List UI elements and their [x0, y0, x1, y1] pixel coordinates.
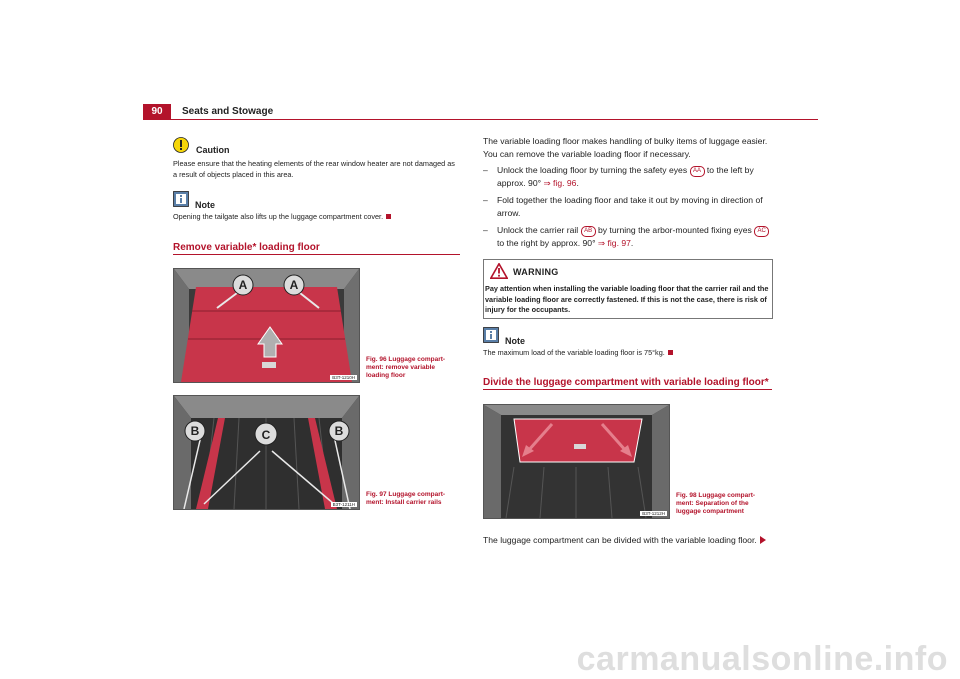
figure-98-caption-line1: Fig. 98 Luggage compart- [676, 492, 756, 499]
ref-b-prefix: A [584, 228, 589, 234]
ref-c-label: C [761, 228, 766, 234]
ref-a-badge [690, 166, 705, 177]
figure-96 [173, 268, 360, 383]
note2-text-line [483, 348, 771, 359]
figure-98-caption-line3: luggage compartment [676, 508, 744, 515]
intro-text: The variable loading floor makes handling of bulky items of luggage easier. You can remove the variable loading floor if necessary. [483, 136, 768, 159]
figure-98 [483, 404, 670, 519]
callout-b-right: B [334, 424, 344, 438]
figure-98-caption-line2: ment: Separation of the [676, 500, 749, 507]
step-1-dash: – [483, 165, 488, 175]
section1-rule [173, 254, 460, 255]
figure-97-illustration [174, 396, 359, 509]
warning-heading: WARNING [513, 267, 559, 277]
header-rule [143, 119, 818, 120]
figure-97-code: B3T-1211H [332, 502, 355, 507]
warning-text: Pay attention when installing the variable loading floor that the carrier rail and the variable loading floor are correctly fastened. If this is not the case, there is risk of injury for the occupants. [485, 284, 769, 314]
figure-97-caption-line1: Fig. 97 Luggage compart- [366, 491, 446, 498]
note1-text: Opening the tailgate also lifts up the luggage compartment cover. [173, 212, 384, 221]
step-2 [483, 194, 773, 220]
figure-98-code: B3T-1212H [642, 511, 665, 516]
figure-96-caption [366, 356, 461, 380]
figure-96-caption-line2: ment: remove variable [366, 364, 436, 371]
figure-96-caption-line1: Fig. 96 Luggage compart- [366, 356, 446, 363]
info-icon [483, 327, 499, 343]
note1-text-line [173, 212, 458, 223]
figure-98-caption [676, 492, 771, 516]
closing-text: The luggage compartment can be divided with the variable loading floor. [483, 535, 757, 545]
ref-c-badge [754, 226, 769, 237]
ref-c-prefix: A [757, 228, 762, 234]
ref-b-badge [581, 226, 596, 237]
ref-b-label: B [588, 228, 593, 234]
figure-96-caption-line3: loading floor [366, 372, 406, 379]
caution-text: Please ensure that the heating elements of the rear window heater are not damaged as a result of objects placed in this area. [173, 159, 455, 179]
closing-line [483, 534, 783, 547]
step-3-dot: . [630, 238, 634, 248]
step-3-text-c: to the right by approx. 90° [497, 238, 596, 248]
step-1 [483, 164, 773, 190]
step-2-dash: – [483, 195, 488, 205]
step-list [483, 164, 773, 250]
figure-97-caption-line2: ment: Install carrier rails [366, 499, 442, 506]
callout-a-right: A [289, 278, 299, 292]
callout-a-left: A [238, 278, 248, 292]
step-1-text-a: Unlock the loading floor by turning the safety eyes [497, 165, 688, 175]
end-mark-icon [386, 214, 391, 219]
watermark: carmanualsonline.info [576, 640, 948, 678]
info-icon [173, 191, 189, 207]
step-3-text-b: by turning the arbor-mounted fixing eyes [597, 225, 752, 235]
figure-97 [173, 395, 360, 510]
step-1-dot: . [576, 178, 579, 188]
note2-text: The maximum load of the variable loading floor is 75°kg. [483, 348, 665, 357]
figure-96-code: B3T-1210H [332, 375, 355, 380]
header-title: Seats and Stowage [182, 106, 274, 117]
step-1-text-b: to the left by approx. 90° [497, 165, 754, 188]
ref-a-label: A [697, 168, 702, 174]
step-3-text-a: Unlock the carrier rail [497, 225, 579, 235]
section2-title: Divide the luggage compartment with variable loading floor* [483, 377, 769, 388]
continue-arrow-icon [760, 536, 766, 544]
warning-triangle-icon [490, 263, 508, 279]
step-3-fig-link[interactable]: ⇒ fig. 97 [597, 238, 631, 248]
end-mark-icon [668, 350, 673, 355]
note2-heading: Note [505, 336, 525, 346]
exclamation-circle-icon [173, 137, 189, 153]
figure-97-caption [366, 491, 461, 507]
section2-rule [483, 389, 772, 390]
warning-box [483, 259, 773, 319]
page-number: 90 [143, 104, 171, 120]
step-3-dash: – [483, 225, 488, 235]
callout-c: C [261, 428, 271, 442]
callout-b-left: B [190, 424, 200, 438]
figure-96-illustration [174, 269, 359, 382]
section1-title: Remove variable* loading floor [173, 242, 320, 253]
figure-98-illustration [484, 405, 669, 518]
step-2-text: Fold together the loading floor and take it out by moving in direction of arrow. [497, 195, 763, 218]
note1-heading: Note [195, 200, 215, 210]
caution-heading: Caution [196, 145, 230, 155]
ref-a-prefix: A [693, 168, 698, 174]
step-3 [483, 224, 773, 250]
step-1-fig-link[interactable]: ⇒ fig. 96 [543, 178, 577, 188]
